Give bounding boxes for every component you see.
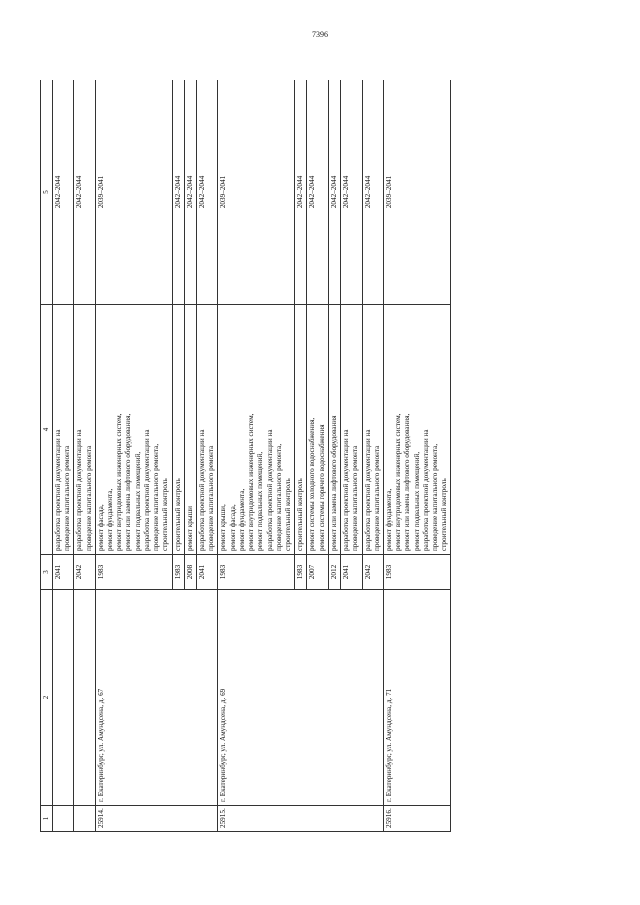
- address-cell: [52, 590, 73, 806]
- work-type-cell: строительный контроль: [295, 305, 307, 555]
- work-type-cell: ремонт крыши: [184, 305, 196, 555]
- table-container: [40, 80, 601, 832]
- table-row: [218, 80, 295, 832]
- table-row: [52, 80, 73, 832]
- address-cell: [74, 590, 95, 806]
- page-number: 7396: [312, 30, 328, 39]
- year-cell: 2042: [74, 555, 95, 590]
- year-cell: 2041: [197, 555, 218, 590]
- year-cell: 2041: [341, 555, 362, 590]
- period-cell: 2039–2041: [218, 80, 295, 305]
- header-col-4: 4: [41, 305, 53, 555]
- year-cell: 1983: [383, 555, 451, 590]
- year-cell: 2042: [362, 555, 383, 590]
- capital-repair-table: [40, 80, 451, 832]
- period-cell: 2042–2044: [295, 80, 307, 305]
- work-type-cell: ремонт крыши, ремонт фасада, ремонт фундамента, ремонт внутридомовых инженерных систем, ремонт подвальных помещений, разработка проектной документации на проведение капитального ремонта, строительный контроль: [218, 305, 295, 555]
- work-type-cell: ремонт фасада, ремонт фундамента, ремонт внутридомовых инженерных систем, ремонт или замена лифтового оборудования, ремонт подвальных помещений, разработка проектной документации на проведение капитального ремонта, строительный контроль: [95, 305, 172, 555]
- row-number-cell: 25915.: [218, 806, 384, 832]
- work-type-cell: разработка проектной документации на проведение капитального ремонта: [362, 305, 383, 555]
- year-cell: 1983: [95, 555, 172, 590]
- year-cell: 2008: [184, 555, 196, 590]
- period-cell: 2042–2044: [52, 80, 73, 305]
- work-type-cell: ремонт фундамента, ремонт внутридомовых инженерных систем, ремонт или замена лифтового оборудования, ремонт подвальных помещений, разработка проектной документации на проведение капитального ремонта, строительный контроль: [383, 305, 451, 555]
- period-cell: 2042–2044: [341, 80, 362, 305]
- row-number-cell: 25914.: [95, 806, 218, 832]
- year-cell: 2007: [307, 555, 328, 590]
- year-cell: 1983: [218, 555, 295, 590]
- year-cell: 2041: [52, 555, 73, 590]
- period-cell: 2042–2044: [184, 80, 196, 305]
- work-type-cell: разработка проектной документации на проведение капитального ремонта: [197, 305, 218, 555]
- work-type-cell: строительный контроль: [172, 305, 184, 555]
- header-row: [41, 80, 53, 832]
- period-cell: 2042–2044: [197, 80, 218, 305]
- rotated-table-frame: [40, 80, 601, 832]
- work-type-cell: ремонт или замена лифтового оборудования: [328, 305, 340, 555]
- work-type-cell: разработка проектной документации на проведение капитального ремонта: [52, 305, 73, 555]
- header-col-1: 1: [41, 806, 53, 832]
- table-row: [74, 80, 95, 832]
- table-row: [95, 80, 172, 832]
- row-number-cell: [74, 806, 95, 832]
- year-cell: 1983: [172, 555, 184, 590]
- period-cell: 2042–2044: [172, 80, 184, 305]
- work-type-cell: разработка проектной документации на проведение капитального ремонта: [341, 305, 362, 555]
- period-cell: 2039–2041: [95, 80, 172, 305]
- table-row: [383, 80, 451, 832]
- header-col-3: 3: [41, 555, 53, 590]
- year-cell: 1983: [295, 555, 307, 590]
- header-col-5: 5: [41, 80, 53, 305]
- work-type-cell: ремонт системы холодного водоснабжения, ремонт системы горячего водоснабжения: [307, 305, 328, 555]
- address-cell: г. Екатеринбург, ул. Амундсена, д. 67: [95, 590, 218, 806]
- work-type-cell: разработка проектной документации на проведение капитального ремонта: [74, 305, 95, 555]
- period-cell: 2042–2044: [362, 80, 383, 305]
- row-number-cell: 25916.: [383, 806, 451, 832]
- period-cell: 2039–2041: [383, 80, 451, 305]
- period-cell: 2042–2044: [328, 80, 340, 305]
- period-cell: 2042–2044: [74, 80, 95, 305]
- address-cell: г. Екатеринбург, ул. Амундсена, д. 69: [218, 590, 384, 806]
- period-cell: 2042–2044: [307, 80, 328, 305]
- row-number-cell: [52, 806, 73, 832]
- address-cell: г. Екатеринбург, ул. Амундсена, д. 71: [383, 590, 451, 806]
- header-col-2: 2: [41, 590, 53, 806]
- year-cell: 2012: [328, 555, 340, 590]
